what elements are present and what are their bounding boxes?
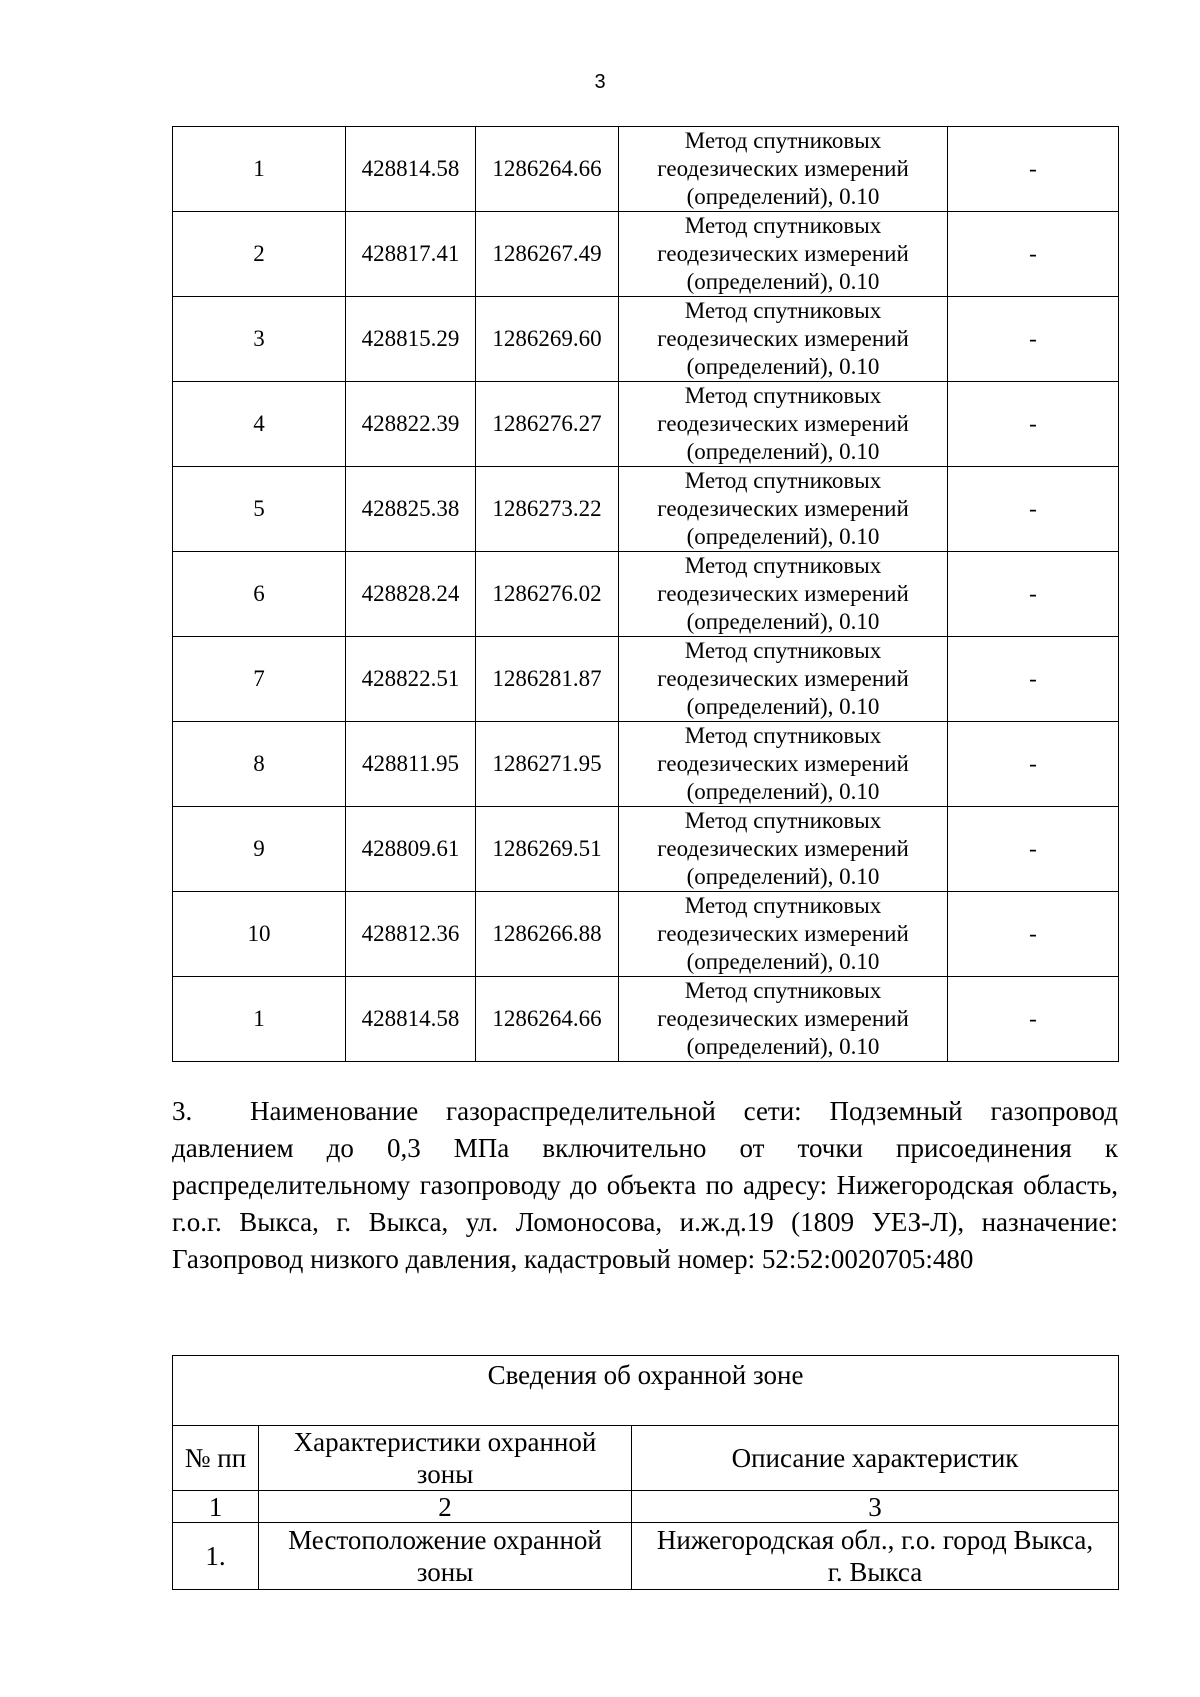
table-row — [173, 127, 1119, 212]
method-line2: геодезических измерений — [657, 326, 909, 351]
point-number-cell — [173, 212, 346, 297]
y-coordinate-cell — [476, 467, 619, 552]
x-coordinate-cell — [346, 212, 476, 297]
note-value: - — [1029, 156, 1037, 181]
method-line1: Метод спутниковых — [684, 298, 882, 323]
method-line2: геодезических измерений — [657, 581, 909, 606]
x-coordinate-value: 428817.41 — [361, 241, 460, 266]
note-cell — [948, 552, 1119, 637]
point-number-cell — [173, 127, 346, 212]
point-number-value: 2 — [253, 241, 265, 266]
method-line1: Метод спутниковых — [684, 128, 882, 153]
method-line2: геодезических измерений — [657, 241, 909, 266]
x-coordinate-cell — [346, 977, 476, 1062]
row-description-line1: Нижегородская обл., г.о. город Выкса, — [656, 1525, 1094, 1555]
method-cell — [619, 382, 948, 467]
x-coordinate-cell — [346, 297, 476, 382]
note-value: - — [1029, 921, 1037, 946]
y-coordinate-value: 1286266.88 — [492, 921, 602, 946]
method-line1: Метод спутниковых — [684, 638, 882, 663]
point-number-value: 9 — [253, 836, 265, 861]
point-number-cell — [173, 552, 346, 637]
note-value: - — [1029, 1006, 1037, 1031]
section-number: 3. — [172, 1096, 193, 1126]
method-cell — [619, 212, 948, 297]
note-cell — [948, 127, 1119, 212]
method-line3: (определений), 0.10 — [686, 864, 880, 889]
note-cell — [948, 892, 1119, 977]
method-line1: Метод спутниковых — [684, 468, 882, 493]
y-coordinate-value: 1286269.51 — [492, 836, 602, 861]
zone-table-title: Сведения об охранной зоне — [173, 1356, 1119, 1426]
method-cell — [619, 467, 948, 552]
method-line2: геодезических измерений — [657, 751, 909, 776]
column-number-3: 3 — [632, 1491, 1119, 1523]
x-coordinate-value: 428828.24 — [361, 581, 460, 606]
point-number-cell — [173, 467, 346, 552]
table-row — [173, 212, 1119, 297]
table-row — [173, 977, 1119, 1062]
zone-table-header-row — [173, 1426, 1119, 1491]
table-row — [173, 297, 1119, 382]
header-characteristics — [259, 1426, 632, 1491]
point-number-value: 7 — [253, 666, 265, 691]
x-coordinate-cell — [346, 637, 476, 722]
note-cell — [948, 382, 1119, 467]
header-num — [173, 1426, 259, 1491]
method-line3: (определений), 0.10 — [686, 779, 880, 804]
protection-zone-table — [172, 1355, 1119, 1590]
y-coordinate-value: 1286281.87 — [492, 666, 602, 691]
y-coordinate-cell — [476, 807, 619, 892]
x-coordinate-value: 428811.95 — [362, 751, 459, 776]
method-line3: (определений), 0.10 — [686, 524, 880, 549]
table-row — [173, 637, 1119, 722]
method-cell — [619, 892, 948, 977]
method-line3: (определений), 0.10 — [686, 694, 880, 719]
y-coordinate-cell — [476, 977, 619, 1062]
section-text: Наименование газораспределительной сети: Подземный газопровод давлением до 0,3 МПа включительно от точки присоединения к распределительному газопроводу до объекта по адресу: Нижегородская область, г.о.г. Выкса, г. Выкса, ул. Ломоносова, и.ж.д.19 (1809 УЕЗ-Л), назначение: Газопровод низкого давления, кадастровый номер: 52:52:0020705:480 — [172, 1096, 1118, 1274]
method-line3: (определений), 0.10 — [686, 949, 880, 974]
table-row — [173, 892, 1119, 977]
column-number-2: 2 — [259, 1491, 632, 1523]
method-cell — [619, 807, 948, 892]
column-number-1: 1 — [173, 1491, 259, 1523]
table-row — [173, 722, 1119, 807]
y-coordinate-value: 1286267.49 — [492, 241, 602, 266]
y-coordinate-cell — [476, 127, 619, 212]
note-cell — [948, 212, 1119, 297]
note-value: - — [1029, 751, 1037, 776]
header-description: Описание характеристик — [632, 1426, 1119, 1491]
method-line3: (определений), 0.10 — [686, 609, 880, 634]
header-num-label: № пп — [184, 1443, 247, 1473]
method-cell — [619, 637, 948, 722]
page-number: 3 — [594, 71, 606, 93]
y-coordinate-value: 1286264.66 — [492, 156, 602, 181]
point-number-value: 4 — [253, 411, 265, 436]
y-coordinate-value: 1286273.22 — [492, 496, 602, 521]
point-number-cell — [173, 722, 346, 807]
row-num: 1. — [173, 1523, 259, 1590]
method-cell — [619, 127, 948, 212]
note-cell — [948, 467, 1119, 552]
point-number-value: 8 — [253, 751, 265, 776]
table-row — [173, 382, 1119, 467]
point-number-cell — [173, 892, 346, 977]
note-value: - — [1029, 326, 1037, 351]
method-line3: (определений), 0.10 — [686, 1034, 880, 1059]
point-number-value: 3 — [253, 326, 265, 351]
y-coordinate-cell — [476, 382, 619, 467]
x-coordinate-value: 428815.29 — [361, 326, 460, 351]
zone-table-column-numbers — [173, 1491, 1119, 1523]
method-line3: (определений), 0.10 — [686, 184, 880, 209]
zone-table-title-row — [173, 1356, 1119, 1426]
y-coordinate-value: 1286276.02 — [492, 581, 602, 606]
method-line2: геодезических измерений — [657, 1006, 909, 1031]
point-number-cell — [173, 637, 346, 722]
method-line1: Метод спутниковых — [684, 893, 882, 918]
table-row — [173, 467, 1119, 552]
note-cell — [948, 977, 1119, 1062]
method-line2: геодезических измерений — [657, 156, 909, 181]
y-coordinate-value: 1286271.95 — [492, 751, 602, 776]
method-line2: геодезических измерений — [657, 836, 909, 861]
zone-table-row — [173, 1523, 1119, 1590]
note-value: - — [1029, 411, 1037, 436]
x-coordinate-value: 428809.61 — [361, 836, 460, 861]
section-3-paragraph — [172, 1093, 1118, 1278]
x-coordinate-value: 428822.51 — [361, 666, 460, 691]
method-cell — [619, 977, 948, 1062]
method-line1: Метод спутниковых — [684, 978, 882, 1003]
note-value: - — [1029, 581, 1037, 606]
method-cell — [619, 722, 948, 807]
method-line1: Метод спутниковых — [684, 808, 882, 833]
row-description-line2: г. Выкса — [827, 1557, 923, 1587]
note-value: - — [1029, 241, 1037, 266]
table-row — [173, 552, 1119, 637]
y-coordinate-cell — [476, 212, 619, 297]
coordinates-table — [172, 126, 1119, 1062]
method-cell — [619, 297, 948, 382]
y-coordinate-cell — [476, 892, 619, 977]
x-coordinate-cell — [346, 892, 476, 977]
note-cell — [948, 722, 1119, 807]
x-coordinate-cell — [346, 382, 476, 467]
x-coordinate-value: 428822.39 — [361, 411, 460, 436]
note-cell — [948, 297, 1119, 382]
y-coordinate-value: 1286276.27 — [492, 411, 602, 436]
note-cell — [948, 637, 1119, 722]
method-cell — [619, 552, 948, 637]
point-number-cell — [173, 382, 346, 467]
x-coordinate-cell — [346, 807, 476, 892]
x-coordinate-value: 428814.58 — [361, 1006, 460, 1031]
x-coordinate-value: 428825.38 — [361, 496, 460, 521]
header-characteristics-line2: зоны — [416, 1459, 474, 1489]
method-line3: (определений), 0.10 — [686, 439, 880, 464]
y-coordinate-cell — [476, 552, 619, 637]
coordinates-table-body — [173, 127, 1119, 1062]
point-number-value: 10 — [247, 921, 271, 946]
y-coordinate-cell — [476, 637, 619, 722]
y-coordinate-value: 1286269.60 — [492, 326, 602, 351]
method-line1: Метод спутниковых — [684, 553, 882, 578]
x-coordinate-cell — [346, 552, 476, 637]
method-line1: Метод спутниковых — [684, 383, 882, 408]
point-number-value: 1 — [253, 1006, 265, 1031]
x-coordinate-value: 428812.36 — [361, 921, 460, 946]
method-line3: (определений), 0.10 — [686, 354, 880, 379]
point-number-cell — [173, 977, 346, 1062]
y-coordinate-cell — [476, 297, 619, 382]
point-number-value: 6 — [253, 581, 265, 606]
row-characteristic-line1: Местоположение охранной — [288, 1525, 602, 1555]
x-coordinate-value: 428814.58 — [361, 156, 460, 181]
method-line1: Метод спутниковых — [684, 213, 882, 238]
point-number-value: 1 — [253, 156, 265, 181]
row-characteristic-line2: зоны — [416, 1557, 474, 1587]
method-line2: геодезических измерений — [657, 496, 909, 521]
row-description — [632, 1523, 1119, 1590]
method-line2: геодезических измерений — [657, 921, 909, 946]
method-line1: Метод спутниковых — [684, 723, 882, 748]
point-number-cell — [173, 297, 346, 382]
method-line2: геодезических измерений — [657, 666, 909, 691]
x-coordinate-cell — [346, 127, 476, 212]
header-characteristics-line1: Характеристики охранной — [293, 1427, 597, 1457]
row-characteristic — [259, 1523, 632, 1590]
y-coordinate-value: 1286264.66 — [492, 1006, 602, 1031]
note-value: - — [1029, 666, 1037, 691]
x-coordinate-cell — [346, 722, 476, 807]
note-value: - — [1029, 496, 1037, 521]
method-line3: (определений), 0.10 — [686, 269, 880, 294]
table-row — [173, 807, 1119, 892]
y-coordinate-cell — [476, 722, 619, 807]
x-coordinate-cell — [346, 467, 476, 552]
note-value: - — [1029, 836, 1037, 861]
method-line2: геодезических измерений — [657, 411, 909, 436]
note-cell — [948, 807, 1119, 892]
point-number-value: 5 — [253, 496, 265, 521]
point-number-cell — [173, 807, 346, 892]
